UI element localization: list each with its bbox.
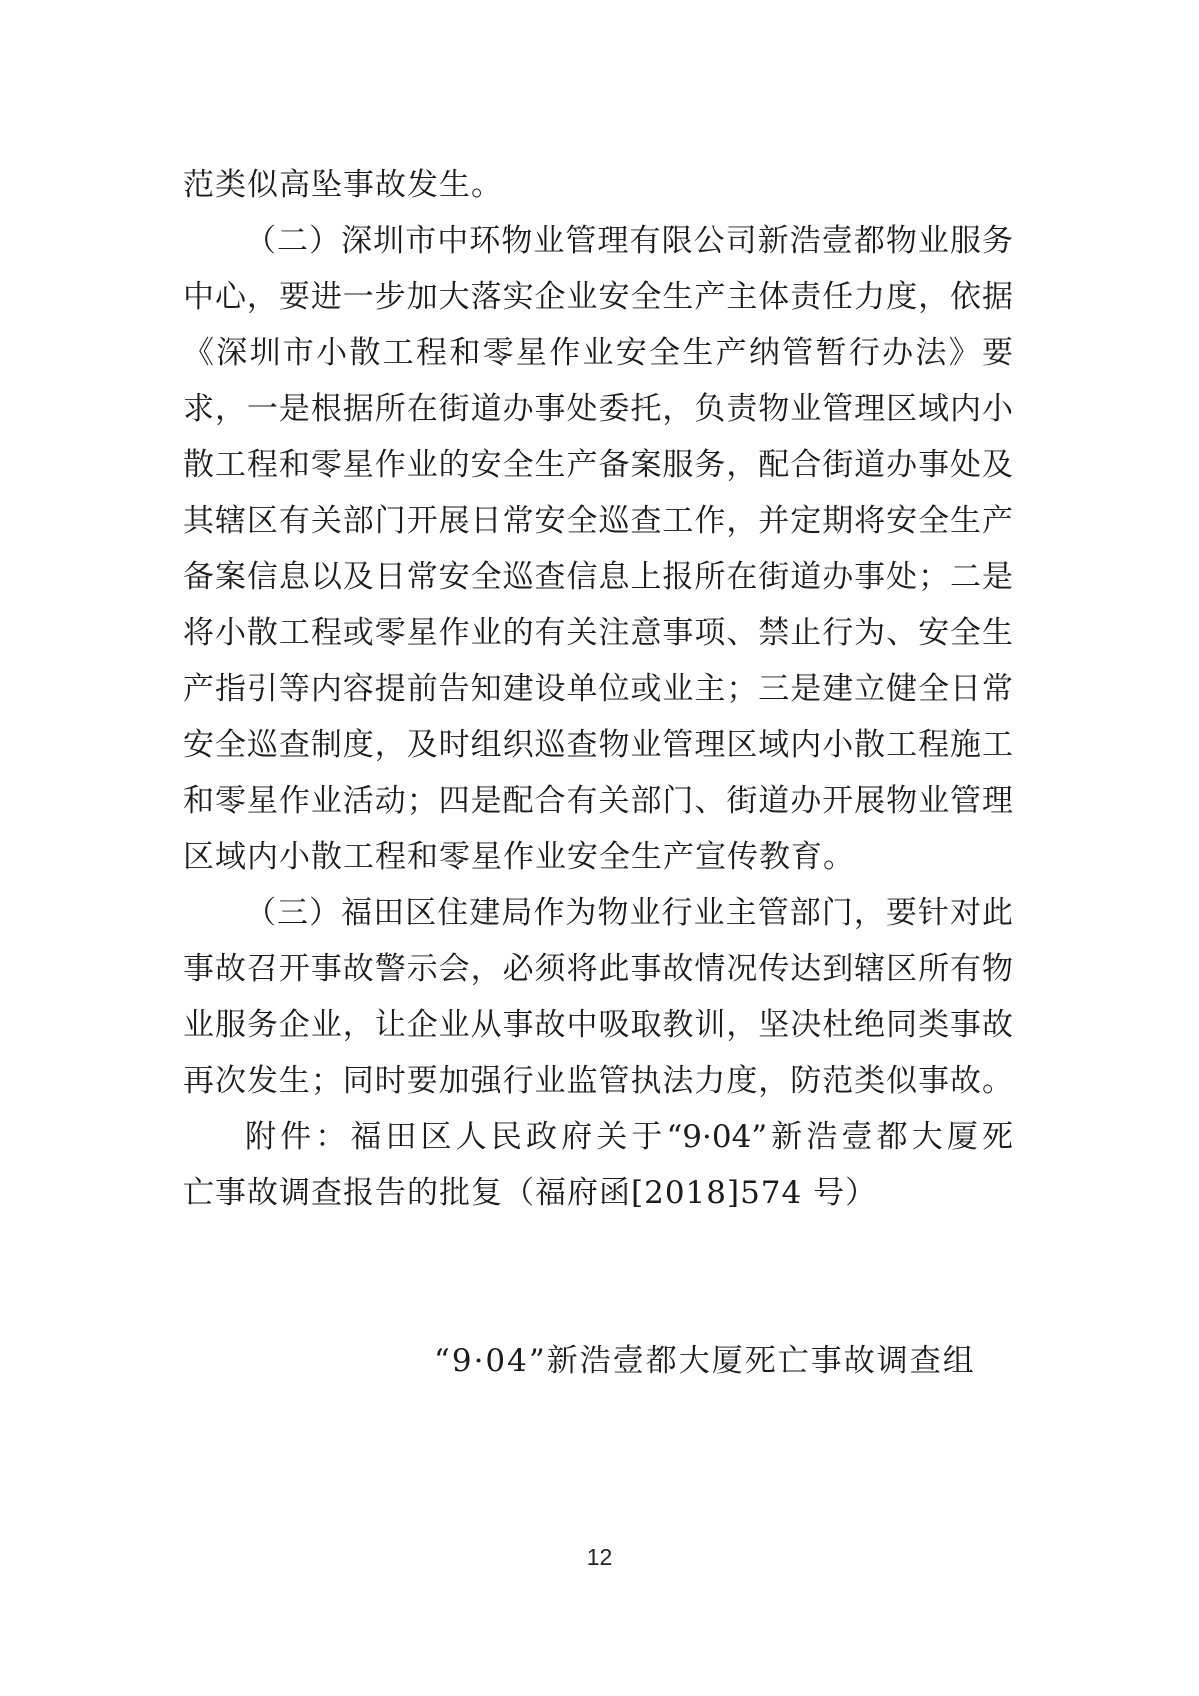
text-line: 范类似高坠事故发生。	[183, 167, 503, 203]
text-line: 亡事故调查报告的批复（福府函[2018]574 号）	[183, 1175, 878, 1211]
text-line: 其辖区有关部门开展日常安全巡查工作，并定期将安全生产	[183, 503, 1013, 539]
text-line: （三）福田区住建局作为物业行业主管部门，要针对此	[245, 895, 1013, 931]
text-line: 产指引等内容提前告知建设单位或业主；三是建立健全日常	[183, 671, 1013, 707]
text-line: 《深圳市小散工程和零星作业安全生产纳管暂行办法》要	[183, 335, 1013, 371]
text-line: 区域内小散工程和零星作业安全生产宣传教育。	[183, 839, 855, 875]
text-line: 和零星作业活动；四是配合有关部门、街道办开展物业管理	[183, 783, 1013, 819]
text-line: 备案信息以及日常安全巡查信息上报所在街道办事处；二是	[183, 559, 1013, 595]
text-line: 求，一是根据所在街道办事处委托，负责物业管理区域内小	[183, 391, 1013, 427]
text-line: 事故召开事故警示会，必须将此事故情况传达到辖区所有物	[183, 951, 1013, 987]
text-line: （二）深圳市中环物业管理有限公司新浩壹都物业服务	[245, 223, 1013, 259]
text-line: 将小散工程或零星作业的有关注意事项、禁止行为、安全生	[183, 615, 1013, 651]
signature-line: “9·04”新浩壹都大厦死亡事故调查组	[434, 1343, 976, 1379]
text-line: 安全巡查制度，及时组织巡查物业管理区域内小散工程施工	[183, 727, 1013, 763]
text-line: 散工程和零星作业的安全生产备案服务，配合街道办事处及	[183, 447, 1013, 483]
page-number: 12	[586, 1544, 613, 1570]
text-line: 再次发生；同时要加强行业监管执法力度，防范类似事故。	[183, 1063, 1013, 1099]
text-line: 中心，要进一步加大落实企业安全生产主体责任力度，依据	[183, 279, 1013, 315]
text-line: 业服务企业，让企业从事故中吸取教训，坚决杜绝同类事故	[183, 1007, 1013, 1043]
document-body	[183, 157, 1013, 1221]
text-line: 附件：福田区人民政府关于“9·04”新浩壹都大厦死	[245, 1119, 1013, 1155]
